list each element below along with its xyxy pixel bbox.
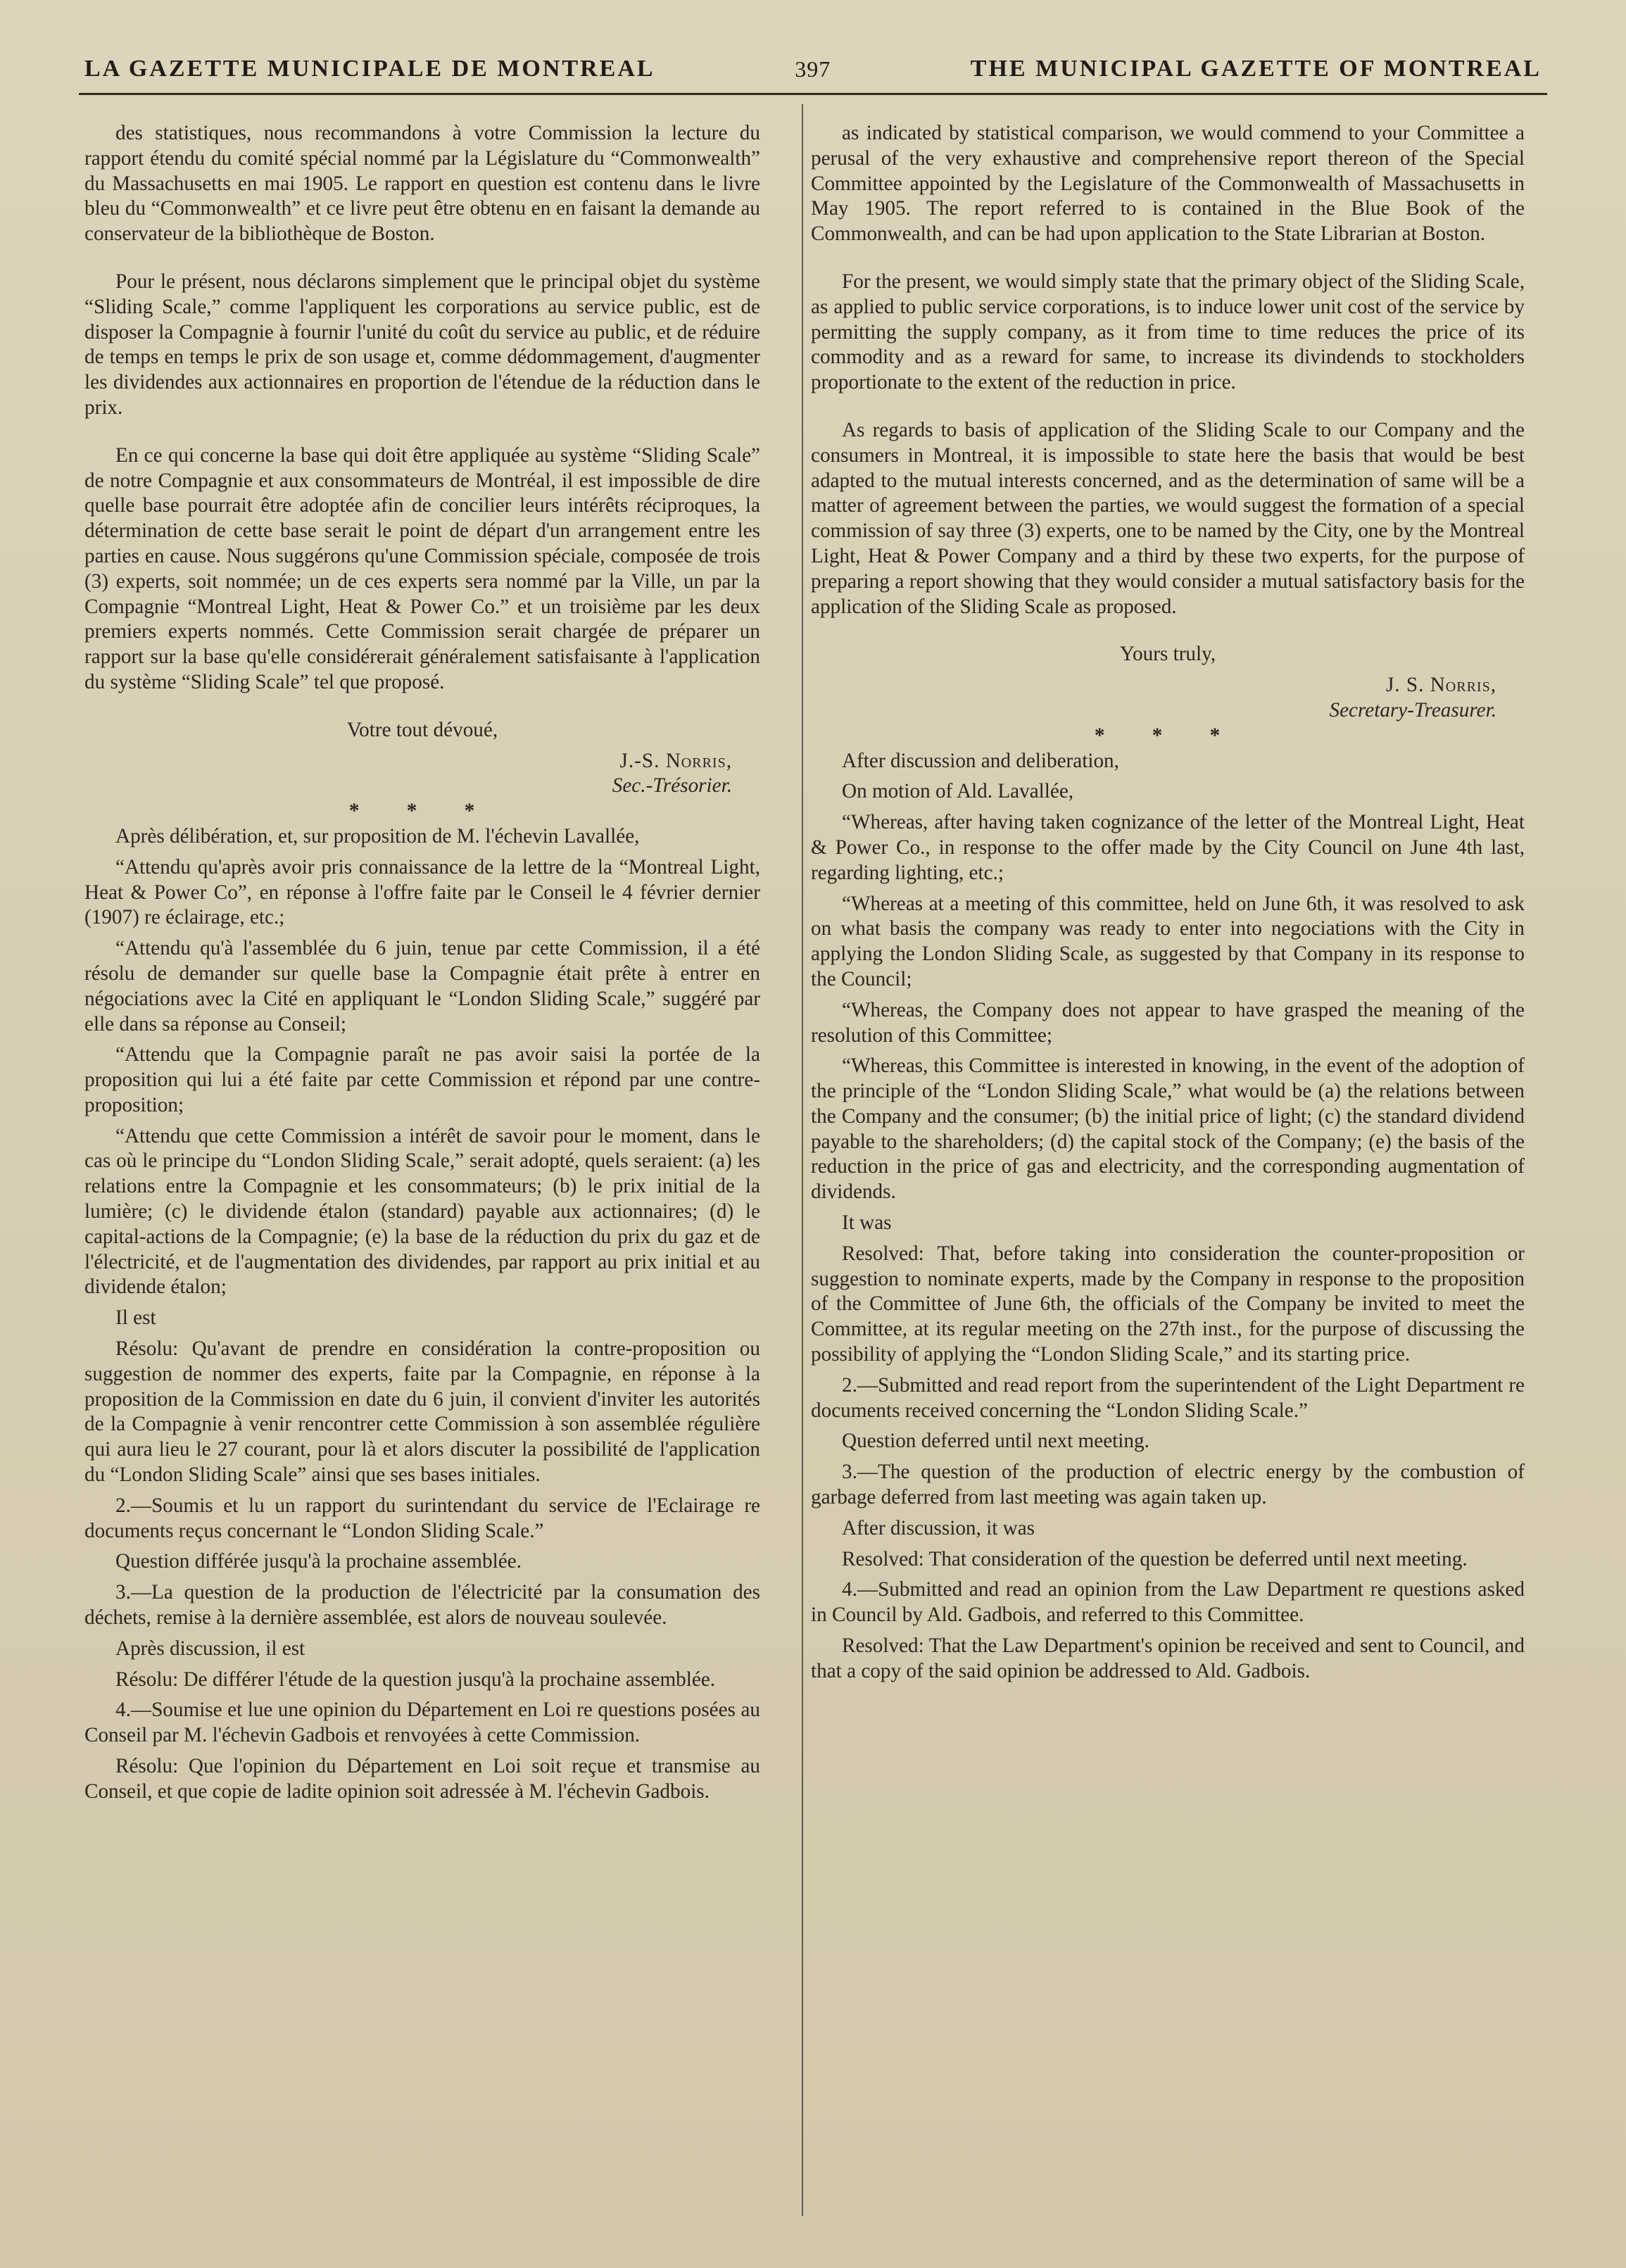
french-paragraph: 2.—Soumis et lu un rapport du surintendant du service de l'Eclairage re documents reçus concernant le “London Sliding Scale.” xyxy=(84,1494,760,1542)
column-divider xyxy=(802,104,803,2216)
english-paragraph: As regards to basis of application of the Sliding Scale to our Company and the consumers in Montreal, it is impossible to state here the basis that would be best adapted to the mutual interests concerned, and as the determination of same will be a matter of agreement between the parties, we would suggest the formation of a special commission of say three (3) experts, one to be named by the City, one by the Montreal Light, Heat & Power Company and a third by these two experts, for the purpose of preparing a report showing that they would consider a mutual satisfactory basis for the application of the Sliding Scale as proposed. xyxy=(811,418,1525,618)
english-paragraph: Question deferred until next meeting. xyxy=(842,1430,1149,1453)
english-paragraph: It was xyxy=(842,1211,892,1235)
english-paragraph: Resolved: That the Law Department's opinion be received and sent to Council, and that a copy of the said opinion be addressed to Ald. Gadbois. xyxy=(811,1634,1525,1682)
french-paragraph: Après délibération, et, sur proposition de M. l'échevin Lavallée, xyxy=(115,824,640,848)
english-paragraph: On motion of Ald. Lavallée, xyxy=(842,780,1074,803)
english-signature-name: J. S. Norris, xyxy=(1385,674,1496,697)
french-paragraph: Résolu: Qu'avant de prendre en considération la contre-proposition ou suggestion de nommer des experts, faite par la Compagnie, en réponse à la proposition de la Commission en date du 6 juin, il convient d'inviter les autorités de la Compagnie à venir rencontrer cette Commission à son assemblée régulière qui aura lieu le 27 courant, pour là et alors discuter la possibilité de l'application du “London Sliding Scale” ainsi que ses bases initiales. xyxy=(84,1337,760,1487)
header-french-title: LA GAZETTE MUNICIPALE DE MONTREAL xyxy=(84,56,655,82)
french-paragraph: “Attendu que cette Commission a intérêt de savoir pour le moment, dans le cas où le principe du “London Sliding Scale,” serait adopté, quels seraient: (a) les relations entre la Compagnie et les consommateurs; (b) le prix initial de la lumière; (c) le dividende étalon (standard) payable aux actionnaires; (d) le capital-actions de la Compagnie; (e) la base de la réduction du prix du gaz et de l'électricité, et de l'augmentation des dividendes, par rapport au prix initial et au dividende étalon; xyxy=(84,1124,760,1299)
english-paragraph: “Whereas, this Committee is interested in knowing, in the event of the adoption of the principle of the “London Sliding Scale,” what would be (a) the relations between the Company and the consumer; (b) the initial price of light; (c) the standard dividend payable to the shareholders; (d) the capital stock of the Company; (e) the basis of the reduction in the price of gas and electricity, and the corresponding augmentation of dividends. xyxy=(811,1054,1525,1204)
english-paragraph: After discussion and deliberation, xyxy=(842,749,1119,772)
french-paragraph: 4.—Soumise et lue une opinion du Département en Loi re questions posées au Conseil par M. l'échevin Gadbois et renvoyées à cette Commission. xyxy=(84,1699,760,1747)
english-paragraph: After discussion, it was xyxy=(842,1516,1035,1539)
french-column xyxy=(84,121,760,1805)
english-paragraph: 3.—The question of the production of electric energy by the combustion of garbage deferred from last meeting was again taken up. xyxy=(811,1461,1525,1509)
header-english-title: THE MUNICIPAL GAZETTE OF MONTREAL xyxy=(970,56,1542,82)
english-paragraph: “Whereas, after having taken cognizance of the letter of the Montreal Light, Heat & Power Co., in response to the offer made by the City Council on June 4th last, regarding lighting, etc.; xyxy=(811,811,1525,884)
english-signature-title: Secretary-Treasurer. xyxy=(1329,698,1496,722)
english-paragraph: as indicated by statistical comparison, we would commend to your Committee a perusal of the very exhaustive and comprehensive report thereon of the Special Committee appointed by the Legislature of the Commonwealth of Massachusetts in May 1905. The report referred to is contained in the Blue Book of the Commonwealth, and can be had upon application to the State Librarian at Boston. xyxy=(811,122,1525,246)
english-closing: Yours truly, xyxy=(1119,643,1216,666)
english-paragraph: 2.—Submitted and read report from the superintendent of the Light Department re documents received concerning the “London Sliding Scale.” xyxy=(811,1373,1525,1422)
french-paragraph: Il est xyxy=(115,1306,156,1330)
french-paragraph: En ce qui concerne la base qui doit être appliquée au système “Sliding Scale” de notre Compagnie et aux consommateurs de Montréal, il est impossible de dire quelle base pourrait être adoptée afin de concilier leurs intérêts réciproques, la détermination de cette base serait le point de départ d'un arrangement entre les parties en cause. Nous suggérons qu'une Commission spéciale, composée de trois (3) experts, soit nommée; un de ces experts sera nommé par la Ville, un par la Compagnie “Montreal Light, Heat & Power Co.” et un troisième par les deux premiers experts nommés. Cette Commission serait chargée de préparer un rapport sur la base qu'elle considérerait généralement satisfaisante à l'application du système “Sliding Scale” tel que proposé. xyxy=(84,443,760,693)
page-header xyxy=(84,48,1542,90)
english-paragraph: “Whereas, the Company does not appear to have grasped the meaning of the resolution of this Committee; xyxy=(811,998,1525,1047)
english-column xyxy=(811,121,1525,1684)
english-paragraph: 4.—Submitted and read an opinion from the Law Department re questions asked in Council by Ald. Gadbois, and referred to this Committee. xyxy=(811,1578,1525,1627)
french-paragraph: Résolu: De différer l'étude de la question jusqu'à la prochaine assemblée. xyxy=(115,1668,716,1691)
page-number: 397 xyxy=(795,56,831,82)
french-paragraph: Après discussion, il est xyxy=(115,1637,305,1660)
french-paragraph: “Attendu qu'après avoir pris connaissance de la lettre de la “Montreal Light, Heat & Power Co”, en réponse à l'offre faite par le Conseil le 4 février dernier (1907) re éclairage, etc.; xyxy=(84,855,760,929)
french-paragraph: “Attendu que la Compagnie paraît ne pas avoir saisi la portée de la proposition qui lui a été faite par cette Commission et répond par une contre-proposition; xyxy=(84,1043,760,1116)
english-paragraph: Resolved: That consideration of the question be deferred until next meeting. xyxy=(842,1547,1468,1570)
french-paragraph: Question différée jusqu'à la prochaine assemblée. xyxy=(115,1550,522,1573)
french-signature-name: J.-S. Norris, xyxy=(619,749,732,772)
french-paragraph: “Attendu qu'à l'assemblée du 6 juin, tenue par cette Commission, il a été résolu de demander sur quelle base la Compagnie était prête à entrer en négociations avec la Cité en appliquant le “London Sliding Scale,” suggéré par elle dans sa réponse au Conseil; xyxy=(84,937,760,1035)
french-signature-title: Sec.-Trésorier. xyxy=(612,774,732,798)
english-paragraph: For the present, we would simply state that the primary object of the Sliding Scale, as applied to public service corporations, is to induce lower unit cost of the service by permitting the supply company, as it from time to time reduces the price of its commodity and as a reward for same, to increase its divindends to stockholders proportionate to the extent of the reduction in price. xyxy=(811,270,1525,394)
french-paragraph: des statistiques, nous recommandons à votre Commission la lecture du rapport étendu du comité spécial nommé par la Législature du “Commonwealth” du Massachusetts en mai 1905. Le rapport en question est contenu dans le livre bleu du “Commonwealth” et ce livre peut être obtenu en en faisant la demande au conservateur de la bibliothèque de Boston. xyxy=(84,122,760,246)
header-rule xyxy=(79,93,1547,95)
french-closing: Votre tout dévoué, xyxy=(346,718,498,741)
english-paragraph: Resolved: That, before taking into consideration the counter-proposition or suggestion to nominate experts, made by the Company in response to the proposition of the Committee of June 6th, the officials of the Company be invited to meet the Committee, at its regular meeting on the 27th inst., for the purpose of discussing the possibility of applying the “London Sliding Scale,” and its starting price. xyxy=(811,1242,1525,1366)
section-separator: * * * xyxy=(1094,724,1242,747)
french-paragraph: 3.—La question de la production de l'électricité par la consumation des déchets, remise à la dernière assemblée, est alors de nouveau soulevée. xyxy=(84,1581,760,1630)
french-paragraph: Pour le présent, nous déclarons simplement que le principal objet du système “Sliding Scale,” comme l'appliquent les corporations au service public, est de disposer la Compagnie à fournir l'unité du coût du service au public, et de réduire de temps en temps le prix de son usage et, comme dédommagement, d'augmenter les dividendes aux actionnaires en proportion de l'étendue de la réduction dans le prix. xyxy=(84,270,760,419)
section-separator: * * * xyxy=(348,800,496,823)
english-paragraph: “Whereas at a meeting of this committee, held on June 6th, it was resolved to ask on what basis the company was ready to enter into negociations with the City in applying the London Sliding Scale, as suggested by that Company in its response to the Council; xyxy=(811,892,1525,990)
french-paragraph: Résolu: Que l'opinion du Département en Loi soit reçue et transmise au Conseil, et que copie de ladite opinion soit adressée à M. l'échevin Gadbois. xyxy=(84,1755,760,1803)
